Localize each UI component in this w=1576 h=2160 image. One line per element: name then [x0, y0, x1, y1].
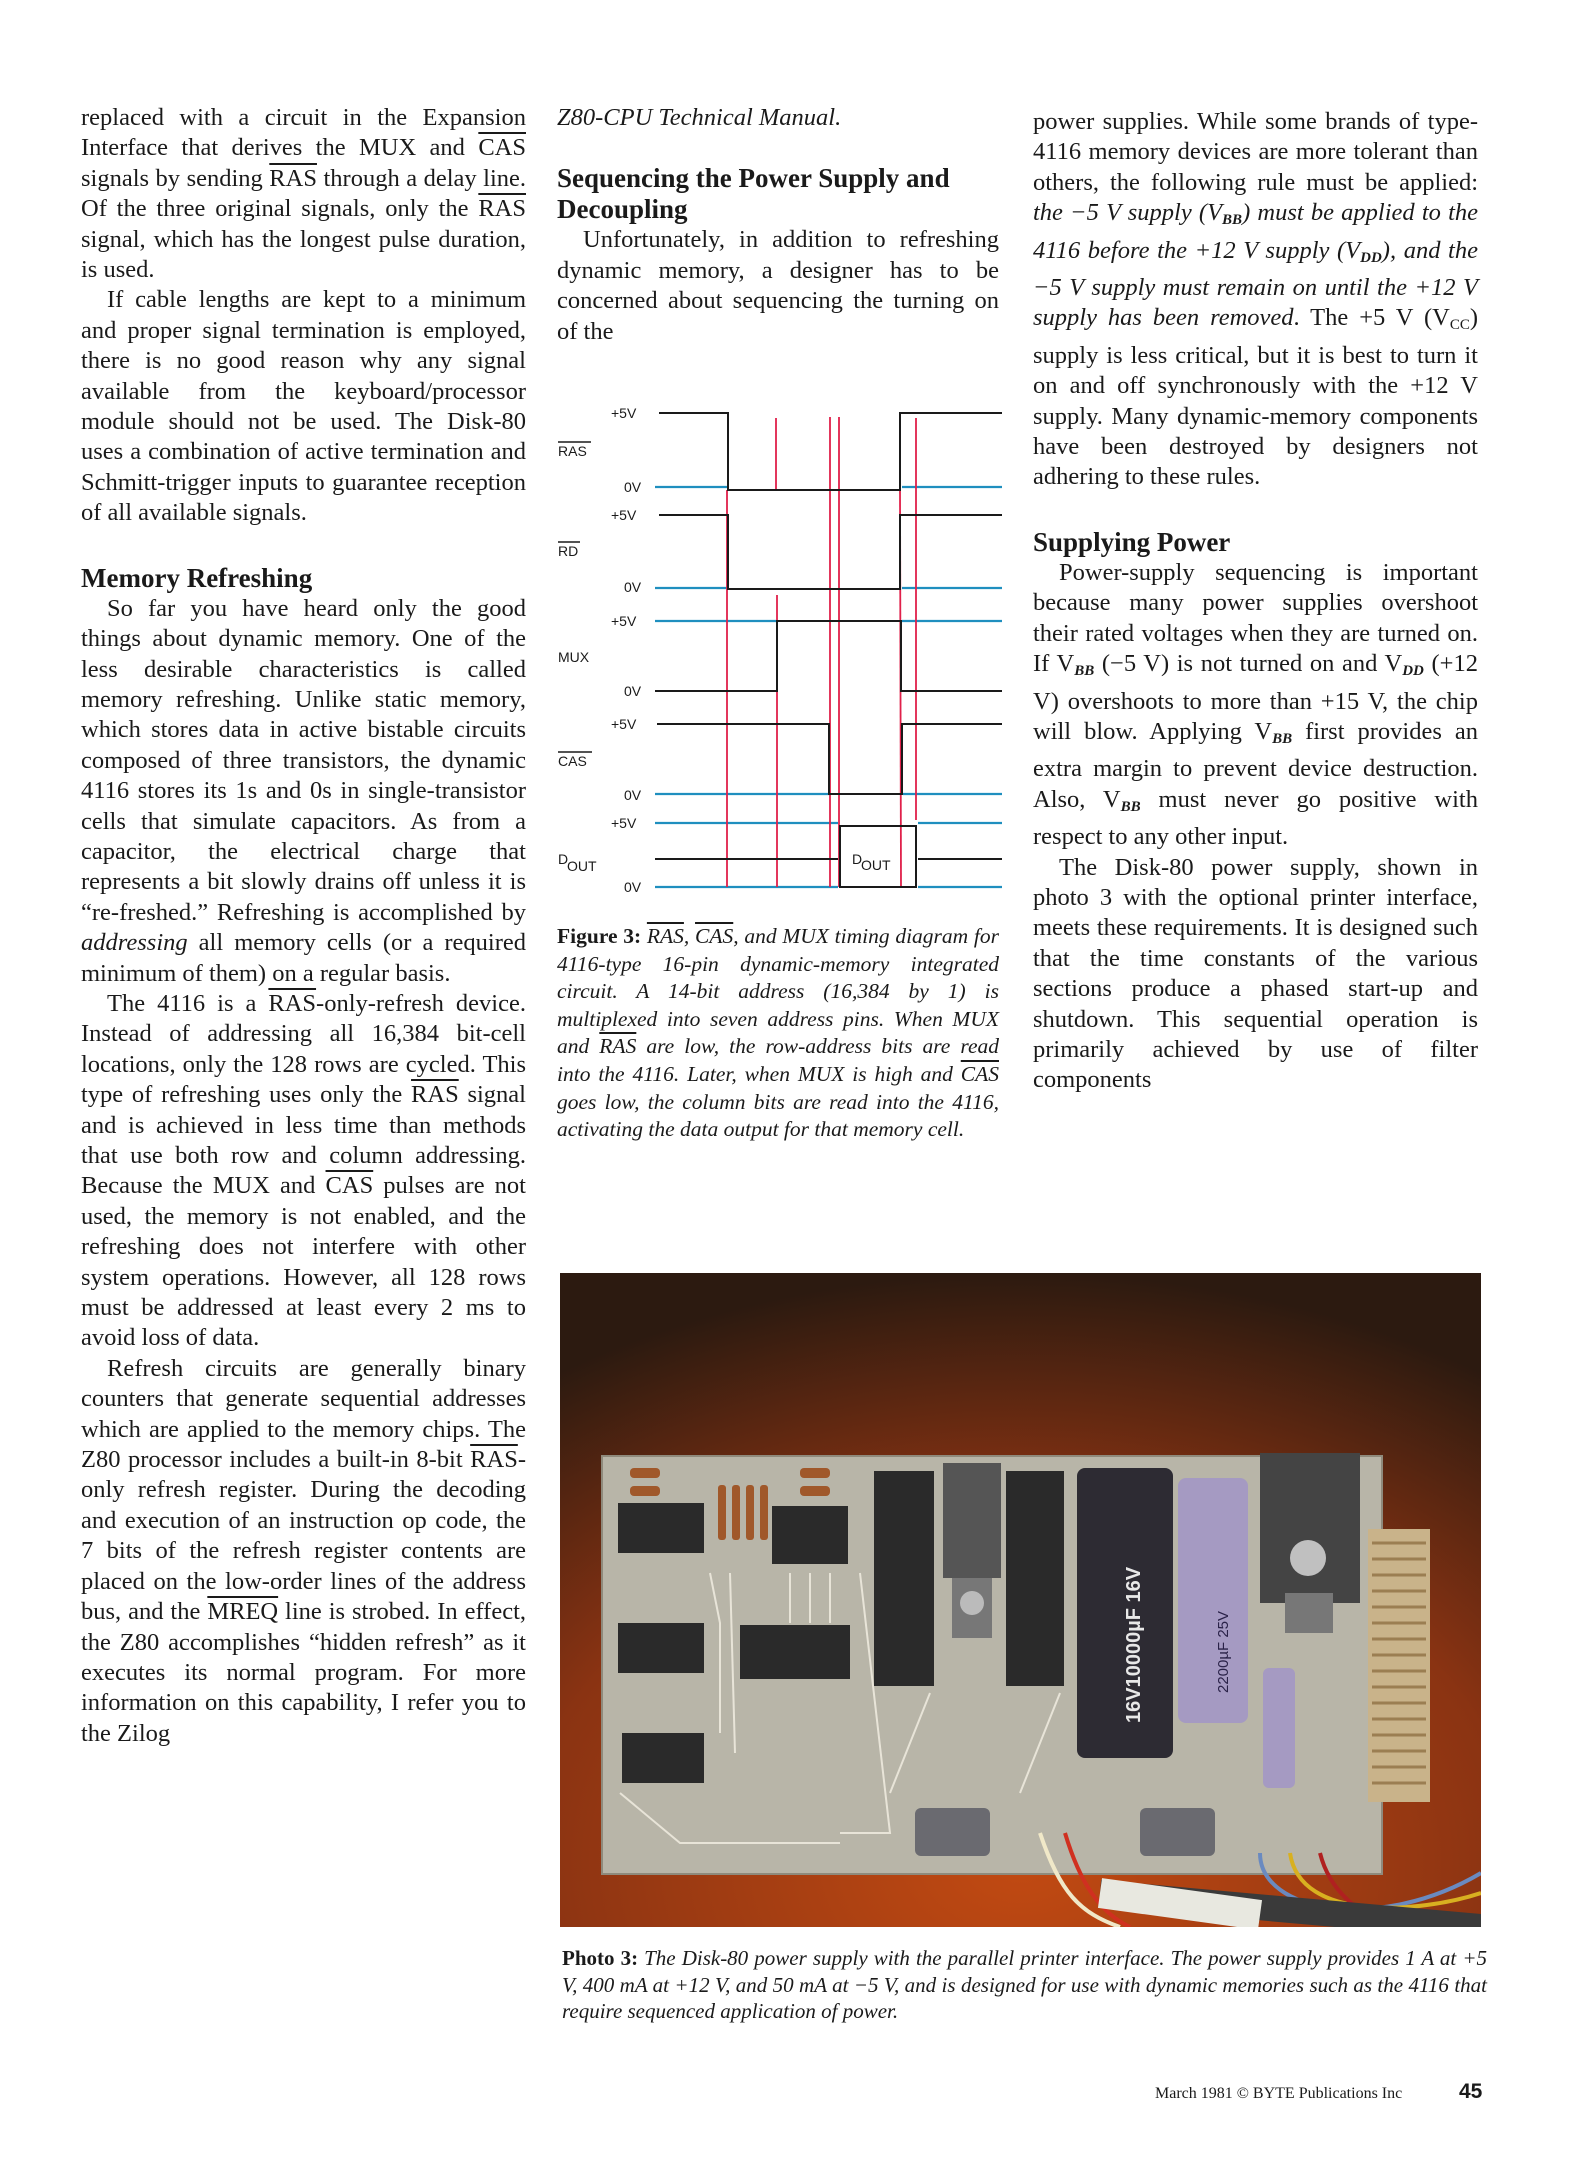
column-1 [81, 103, 526, 1749]
svg-text:+5V: +5V [611, 613, 637, 629]
svg-text:OUT: OUT [567, 858, 597, 874]
paragraph: Refresh circuits are generally binary counters that generate sequential addresses which are applied to the memory chips. The Z80 processor includes a built-in 8-bit $\overline{RAS}$-only refresh register. During the decoding and execution of an instruction op code, the 7 bits of the refresh register contents are placed on the low-order lines of the address bus, and the MREQ line is strobed. In effect, the Z80 accomplishes “hidden refresh” as it executes its normal program. For more information on this capability, I refer you to the Zilog [81, 1354, 527, 1747]
signal-label-cas: CAS [558, 753, 587, 769]
photo-power-supply-board [560, 1273, 1481, 1927]
svg-text:0V: 0V [624, 579, 642, 595]
svg-text:2200µF 25V: 2200µF 25V [1215, 1610, 1232, 1693]
column-3 [1033, 107, 1478, 1096]
signal-label-ras: RAS [558, 443, 587, 459]
signal-label-dout: D [558, 851, 569, 867]
svg-text:16V10000µF 16V: 16V10000µF 16V [1123, 1566, 1145, 1723]
page-number: 45 [1459, 2080, 1483, 2103]
svg-text:0V: 0V [624, 479, 642, 495]
svg-text:+5V: +5V [611, 507, 637, 523]
paragraph: replaced with a circuit in the Expansion Interface that derives the MUX and $\overline{CAS}$ signals by sending $\overline{RAS}$ through a delay line. Of the three original signals, only the $\overline{RAS}$ signal, which has the longest pulse duration, is used. [81, 104, 526, 284]
figure-caption: Figure 3: $\overline{RAS}$, $\overline{CAS}$, and MUX timing diagram for 4116-type 16-pin dynamic-memory integrated circuit. A 14-bit address (16,384 by 1) is multiplexed into seven address pins. When MUX and $\overline{RAS}$ are low, the row-address bits are read into the 4116. Later, when MUX is high and $\overline{CAS}$ goes low, the column bits are read into the 4116, activating the data output for that memory cell. [557, 924, 1000, 1142]
paragraph: power supplies. While some brands of type-4116 memory devices are more tolerant than others, the following rule must be applied: the −5 V supply $(V_{BB})$ must be applied to the 4116 before the +12 V supply $(V_{DD})$, and the −5 V supply must remain on until the +12 V supply has been removed. The +5 V $(V_{CC})$ supply is less critical, but it is best to turn it on and off synchronously with the +12 V supply. Many dynamic-memory components have been destroyed by designers not adhering to these rules. [1033, 108, 1479, 491]
paragraph: The 4116 is a $\overline{RAS}-only$-refresh device. Instead of addressing all 16,384 bit-cell locations, only the 128 rows are cycled. This type of refreshing uses only the $\overline{RAS}$ signal and is achieved in less time than methods that use both row and column addressing. Because the MUX and $\overline{CAS}$ pulses are not used, the memory is not enabled, and the refreshing does not interfere with other system operations. However, all 128 rows must be addressed at least every 2 ms to avoid loss of data. [81, 989, 526, 1352]
level-label: +5V [611, 405, 637, 421]
paragraph: So far you have heard only the good things about dynamic memory. One of the less desirable characteristics is called memory refreshing. Unlike static memory, which stores data in active bistable circuits composed of three transistors, the dynamic 4116 stores its 1s and 0s in single-transistor cells that simulate capacitors. As from a capacitor, the electrical charge that represents a bit slowly drains off unless it is “re-freshed.” Refreshing is accomplished by addressing all memory cells (or a required minimum of them) on a regular basis. [81, 594, 526, 987]
column-2 [557, 103, 999, 347]
section-heading-memory-refreshing: Memory Refreshing [81, 562, 313, 593]
svg-text:+5V: +5V [611, 716, 637, 732]
signal-label-mux: MUX [558, 649, 590, 665]
svg-text:D: D [852, 851, 863, 867]
paragraph: Power-supply sequencing is important because many power supplies overshoot their rated voltages when they are turned on. If $V_{BB}$ (−5 V) is not turned on and $V_{DD}$ (+12 V) overshoots to more than +15 V, the chip will blow. Applying $V_{BB}$ first provides an extra margin to prevent device destruction. Also, $V_{BB}$ must never go positive with respect to any other input. [1033, 558, 1478, 851]
svg-text:0V: 0V [624, 879, 642, 895]
section-heading-supplying-power: Supplying Power [1033, 526, 1231, 557]
paragraph: The Disk-80 power supply, shown in photo 3 with the optional printer interface, meets these requirements. It is designed such that the time constants of the various sections produce a phased start-up and shutdown. This sequential operation is primarily achieved by use of filter components [1033, 853, 1478, 1094]
svg-text:+5V: +5V [611, 815, 637, 831]
svg-text:OUT: OUT [861, 857, 891, 873]
capacitor-2200uF [1178, 1478, 1248, 1723]
photo-caption: Photo 3: The Disk-80 power supply with the parallel printer interface. The power supply provides 1 A at +5 V, 400 mA at +12 V, and 50 mA at −5 V, and is designed for use with dynamic memories such as the 4116 that require sequenced application of power. [562, 1946, 1487, 2023]
svg-text:0V: 0V [624, 787, 642, 803]
timing-diagram-figure [555, 395, 1010, 910]
paragraph: Unfortunately, in addition to refreshing dynamic memory, a designer has to be concerned about sequencing the turning on of the [557, 226, 999, 345]
section-heading-sequencing: Sequencing the Power Supply and Decoupling [557, 163, 950, 225]
svg-text:0V: 0V [624, 683, 642, 699]
paragraph: If cable lengths are kept to a minimum and proper signal termination is employed, there is no good reason why any signal available from the keyboard/processor module should not be used. The Disk-80 uses a combination of active termination and Schmitt-trigger inputs to guarantee reception of all available signals. [81, 286, 526, 527]
footer-credit: March 1981 © BYTE Publications Inc [1155, 2085, 1403, 2102]
capacitor-220uF [1263, 1668, 1295, 1788]
paragraph: Z80-CPU Technical Manual. [557, 104, 842, 131]
signal-label-rd: RD [558, 543, 579, 559]
